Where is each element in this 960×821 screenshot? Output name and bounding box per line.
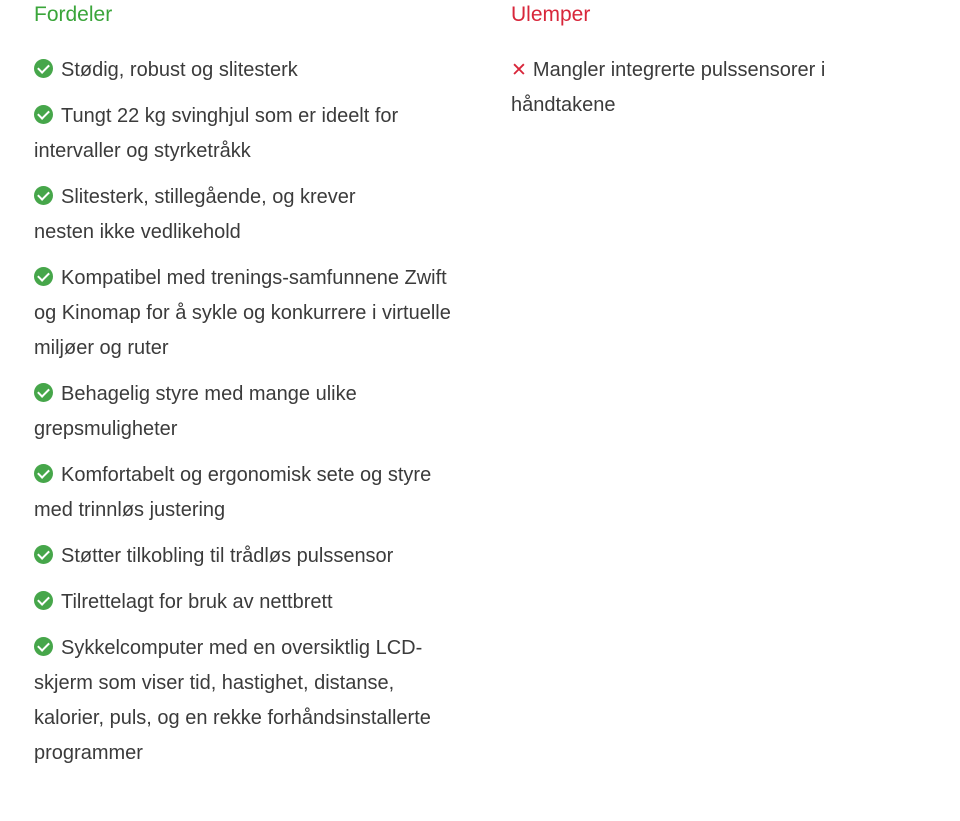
list-item xyxy=(34,631,449,771)
check-circle-icon xyxy=(34,545,53,564)
cons-heading: Ulemper xyxy=(511,3,591,26)
check-circle-icon xyxy=(34,186,53,205)
list-item-text: Støtter tilkobling til trådløs pulssensor xyxy=(61,545,394,567)
check-circle-icon xyxy=(34,59,53,78)
list-item-text: Sykkelcomputer med en oversiktlig LCD-skjerm som viser tid, hastighet, distanse, kalorier, puls, og en rekke forhåndsinstallerte programmer xyxy=(34,637,431,764)
check-circle-icon xyxy=(34,591,53,610)
pros-list xyxy=(34,53,484,771)
list-item xyxy=(34,180,419,250)
pros-heading: Fordeler xyxy=(34,3,113,26)
list-item-text: Komfortabelt og ergonomisk sete og styre med trinnløs justering xyxy=(34,464,432,521)
list-item-text: Kompatibel med trenings-samfunnene Zwift og Kinomap for å sykle og konkurrere i virtuelle miljøer og ruter xyxy=(34,267,451,359)
cross-icon: ✕ xyxy=(511,60,527,81)
list-item xyxy=(34,261,474,366)
list-item-text: Behagelig styre med mange ulike grepsmuligheter xyxy=(34,383,357,440)
list-item-text: Tungt 22 kg svinghjul som er ideelt for intervaller og styrketråkk xyxy=(34,105,399,162)
check-circle-icon xyxy=(34,105,53,124)
list-item-text: Mangler integrerte pulssensorer i håndtakene xyxy=(511,59,826,116)
cons-list xyxy=(511,53,911,123)
list-item xyxy=(34,377,434,447)
pros-column xyxy=(34,0,484,782)
list-item-text: Slitesterk, stillegående, og krever nesten ikke vedlikehold xyxy=(34,186,356,243)
list-item xyxy=(511,53,901,123)
check-circle-icon xyxy=(34,267,53,286)
check-circle-icon xyxy=(34,464,53,483)
list-item xyxy=(34,99,479,169)
cons-column xyxy=(511,0,911,134)
list-item xyxy=(34,53,474,88)
check-circle-icon xyxy=(34,383,53,402)
list-item-text: Stødig, robust og slitesterk xyxy=(61,59,298,81)
list-item-text: Tilrettelagt for bruk av nettbrett xyxy=(61,591,333,613)
list-item xyxy=(34,539,484,574)
list-item xyxy=(34,458,464,528)
list-item xyxy=(34,585,484,620)
check-circle-icon xyxy=(34,637,53,656)
